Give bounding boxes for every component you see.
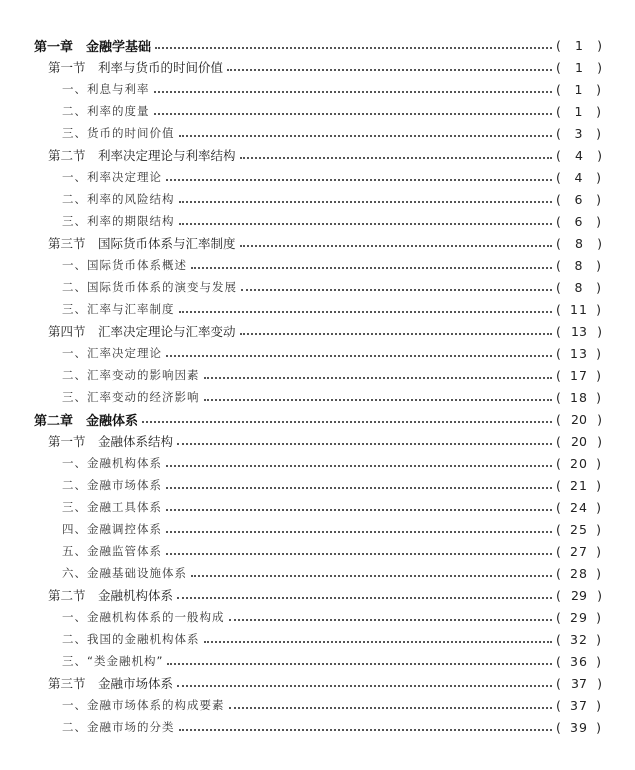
toc-title: 第二节 利率决定理论与利率结构	[48, 148, 236, 163]
dot-leader	[179, 201, 553, 203]
toc-title: 三、利率的期限结构	[62, 214, 175, 228]
toc-title: 第一节 利率与货币的时间价值	[48, 60, 224, 75]
toc-chapter	[0, 408, 602, 430]
dot-leader	[166, 355, 552, 357]
toc-title: 第二章 金融体系	[34, 413, 139, 429]
page-number: ( 21 )	[556, 477, 602, 493]
toc-item	[0, 386, 602, 408]
dot-leader	[204, 377, 553, 379]
dot-leader	[241, 289, 552, 291]
toc-title: 第一章 金融学基础	[34, 39, 152, 55]
toc-title: 第四节 汇率决定理论与汇率变动	[48, 324, 236, 339]
dot-leader	[191, 267, 552, 269]
page-number: ( 24 )	[556, 499, 602, 515]
page-number: ( 8 )	[556, 257, 602, 273]
toc-item	[0, 474, 602, 496]
toc-item	[0, 188, 602, 210]
toc-title: 一、金融市场体系的构成要素	[62, 698, 225, 712]
page-number: ( 29 )	[556, 587, 602, 603]
toc-section	[0, 232, 602, 254]
toc-title: 五、金融监管体系	[62, 544, 162, 558]
dot-leader	[179, 135, 553, 137]
dot-leader	[155, 47, 552, 49]
page-number: ( 4 )	[556, 147, 602, 163]
page-number: ( 3 )	[556, 125, 602, 141]
dot-leader	[204, 399, 553, 401]
dot-leader	[179, 311, 553, 313]
page-number: ( 8 )	[556, 235, 602, 251]
page-number: ( 1 )	[556, 59, 602, 75]
dot-leader	[229, 707, 553, 709]
dot-leader	[167, 663, 552, 665]
page-number: ( 20 )	[556, 433, 602, 449]
dot-leader	[166, 487, 552, 489]
page-number: ( 4 )	[556, 169, 602, 185]
page-number: ( 37 )	[556, 697, 602, 713]
toc-title: 三、金融工具体系	[62, 500, 162, 514]
page-number: ( 29 )	[556, 609, 602, 625]
toc-section	[0, 672, 602, 694]
toc-title: 四、金融调控体系	[62, 522, 162, 536]
toc-item	[0, 166, 602, 188]
dot-leader	[179, 223, 553, 225]
toc-title: 第三节 金融市场体系	[48, 676, 174, 691]
toc-title: 二、我国的金融机构体系	[62, 632, 200, 646]
toc-title: 一、金融机构体系的一般构成	[62, 610, 225, 624]
page-number: ( 20 )	[556, 411, 602, 427]
toc-title: 第三节 国际货币体系与汇率制度	[48, 236, 236, 251]
toc-section	[0, 584, 602, 606]
toc-item	[0, 628, 602, 650]
dot-leader	[227, 69, 552, 71]
dot-leader	[154, 91, 553, 93]
page-number: ( 13 )	[556, 323, 602, 339]
page-number: ( 1 )	[556, 103, 602, 119]
dot-leader	[191, 575, 552, 577]
dot-leader	[240, 157, 552, 159]
toc-item	[0, 342, 602, 364]
dot-leader	[229, 619, 553, 621]
toc-chapter	[0, 34, 602, 56]
dot-leader	[166, 179, 552, 181]
toc-item	[0, 518, 602, 540]
dot-leader	[177, 597, 552, 599]
page-number: ( 36 )	[556, 653, 602, 669]
toc-section	[0, 144, 602, 166]
page-number: ( 1 )	[556, 81, 602, 97]
dot-leader	[154, 113, 553, 115]
toc-title: 三、“类金融机构”	[62, 654, 164, 668]
toc-title: 第二节 金融机构体系	[48, 588, 174, 603]
toc-item	[0, 716, 602, 738]
dot-leader	[204, 641, 553, 643]
page-number: ( 13 )	[556, 345, 602, 361]
toc-item	[0, 100, 602, 122]
toc-item	[0, 298, 602, 320]
page-number: ( 6 )	[556, 191, 602, 207]
toc-item	[0, 562, 602, 584]
toc-item	[0, 452, 602, 474]
toc-title: 一、利息与利率	[62, 82, 150, 96]
toc-title: 二、金融市场的分类	[62, 720, 175, 734]
page-number: ( 27 )	[556, 543, 602, 559]
dot-leader	[166, 509, 552, 511]
dot-leader	[177, 685, 552, 687]
toc-item	[0, 650, 602, 672]
toc-title: 一、金融机构体系	[62, 456, 162, 470]
toc-title: 三、货币的时间价值	[62, 126, 175, 140]
toc-title: 三、汇率与汇率制度	[62, 302, 175, 316]
dot-leader	[240, 245, 552, 247]
page-number: ( 6 )	[556, 213, 602, 229]
dot-leader	[179, 729, 553, 731]
dot-leader	[240, 333, 552, 335]
page-number: ( 28 )	[556, 565, 602, 581]
toc-title: 一、国际货币体系概述	[62, 258, 187, 272]
toc-title: 二、国际货币体系的演变与发展	[62, 280, 237, 294]
toc-item	[0, 254, 602, 276]
toc-item	[0, 606, 602, 628]
page-number: ( 8 )	[556, 279, 602, 295]
toc-item	[0, 540, 602, 562]
page-number: ( 32 )	[556, 631, 602, 647]
toc-title: 二、利率的度量	[62, 104, 150, 118]
page-number: ( 11 )	[556, 301, 602, 317]
toc-item	[0, 276, 602, 298]
toc-title: 二、汇率变动的影响因素	[62, 368, 200, 382]
dot-leader	[166, 531, 552, 533]
toc-section	[0, 56, 602, 78]
dot-leader	[166, 553, 552, 555]
page-number: ( 18 )	[556, 389, 602, 405]
toc-section	[0, 320, 602, 342]
dot-leader	[177, 443, 552, 445]
toc-item	[0, 122, 602, 144]
toc-title: 三、汇率变动的经济影响	[62, 390, 200, 404]
toc-item	[0, 694, 602, 716]
toc-title: 一、汇率决定理论	[62, 346, 162, 360]
page-number: ( 20 )	[556, 455, 602, 471]
page-number: ( 1 )	[556, 37, 602, 53]
toc-item	[0, 78, 602, 100]
toc-title: 二、利率的风险结构	[62, 192, 175, 206]
toc-section	[0, 430, 602, 452]
dot-leader	[166, 465, 552, 467]
toc-title: 一、利率决定理论	[62, 170, 162, 184]
toc-item	[0, 496, 602, 518]
toc-title: 六、金融基础设施体系	[62, 566, 187, 580]
page-number: ( 25 )	[556, 521, 602, 537]
toc-item	[0, 364, 602, 386]
page-number: ( 17 )	[556, 367, 602, 383]
dot-leader	[142, 421, 552, 423]
page-number: ( 37 )	[556, 675, 602, 691]
toc-item	[0, 210, 602, 232]
toc-title: 二、金融市场体系	[62, 478, 162, 492]
toc-title: 第一节 金融体系结构	[48, 434, 174, 449]
page-number: ( 39 )	[556, 719, 602, 735]
